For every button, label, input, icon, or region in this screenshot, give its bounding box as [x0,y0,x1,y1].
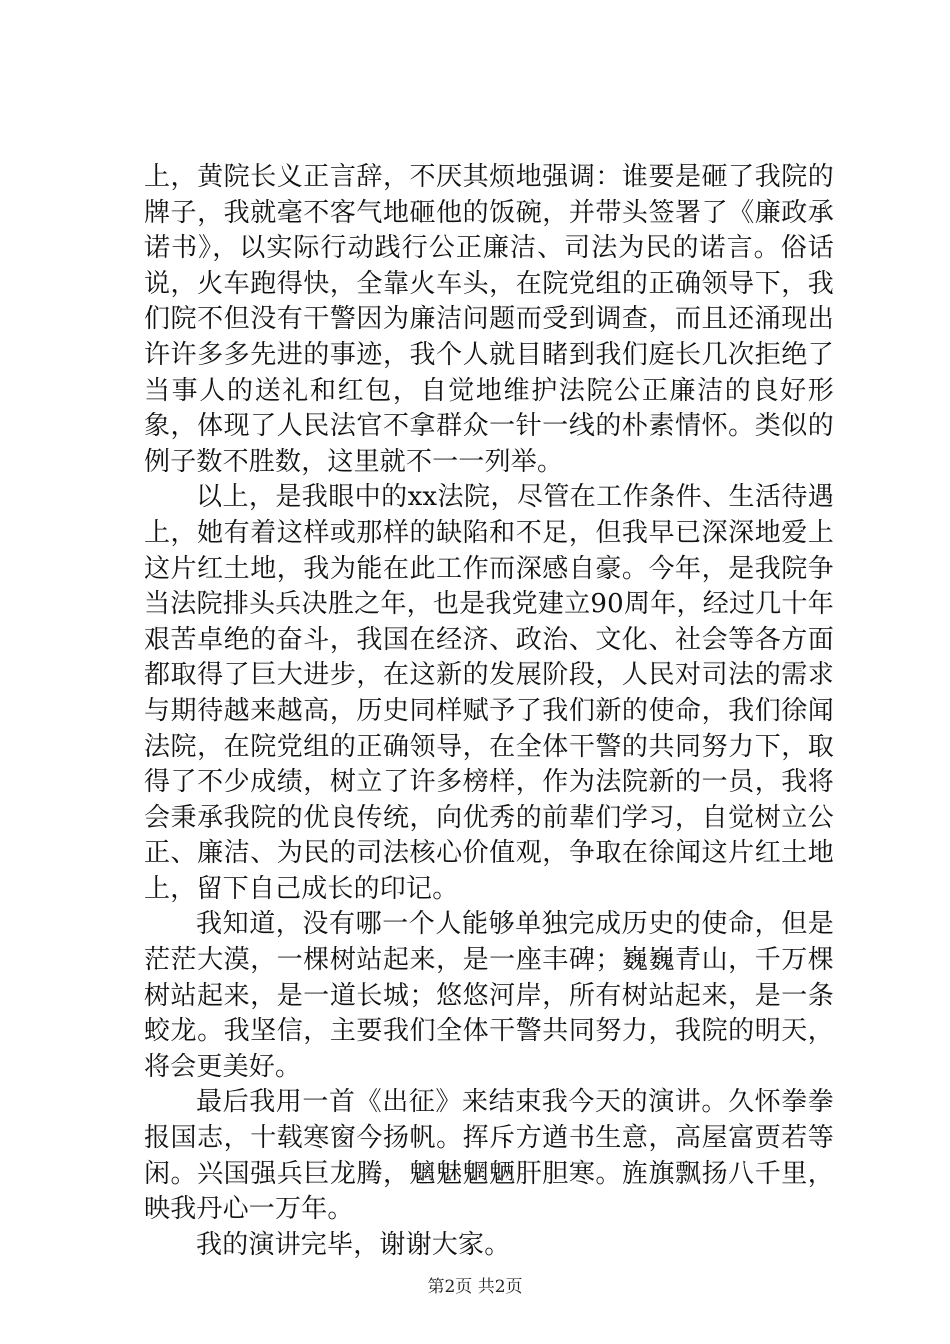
paragraph-continuation: 上，黄院长义正言辞，不厌其烦地强调：谁要是砸了我院的牌子，我就毫不客气地砸他的饭碗，并带头签署了《廉政承诺书》，以实际行动践行公正廉洁、司法为民的诺言。俗话说，火车跑得快，全靠火车头，在院党组的正确领导下，我们院不但没有干警因为廉洁问题而受到调查，而且还涌现出许许多多先进的事迹，我个人就目睹到我们庭长几次拒绝了当事人的送礼和红包，自觉地维护法院公正廉洁的良好形象，体现了人民法官不拿群众一针一线的朴素情怀。类似的例子数不胜数，这里就不一一列举。 [144,162,834,477]
page-number-footer: 第2页 共2页 [427,1277,523,1297]
paragraph-xx-court: 以上，是我眼中的xx法院，尽管在工作条件、生活待遇上，她有着这样或那样的缺陷和不足，但我早已深深地爱上这片红土地，我为能在此工作而深感自豪。今年，是我院争当法院排头兵决胜之年，也是我党建立90周年，经过几十年艰苦卓绝的奋斗，我国在经济、政治、文化、社会等各方面都取得了巨大进步，在这新的发展阶段，人民对司法的需求与期待越来越高，历史同样赋予了我们新的使命，我们徐闻法院，在院党组的正确领导，在全体干警的共同努力下，取得了不少成绩，树立了许多榜样，作为法院新的一员，我将会秉承我院的优良传统，向优秀的前辈们学习，自觉树立公正、廉洁、为民的司法核心价值观，争取在徐闻这片红土地上，留下自己成长的印记。 [144,482,834,904]
paragraph-history-mission: 我知道，没有哪一个人能够单独完成历史的使命，但是茫茫大漠，一棵树站起来，是一座丰碑；巍巍青山，千万棵树站起来，是一道长城；悠悠河岸，所有树站起来，是一条蛟龙。我坚信，主要我们全体干警共同努力，我院的明天，将会更美好。 [144,909,834,1082]
paragraph-closing: 我的演讲完毕，谢谢大家。 [196,1229,511,1260]
paragraph-poem: 最后我用一首《出征》来结束我今天的演讲。久怀拳拳报国志，十载寒窗今扬帆。挥斥方遒书生意，高屋富贾若等闲。兴国强兵巨龙腾，魑魅魍魉肝胆寒。旌旗飘扬八千里，映我丹心一万年。 [144,1087,834,1225]
document-body [144,160,834,1263]
